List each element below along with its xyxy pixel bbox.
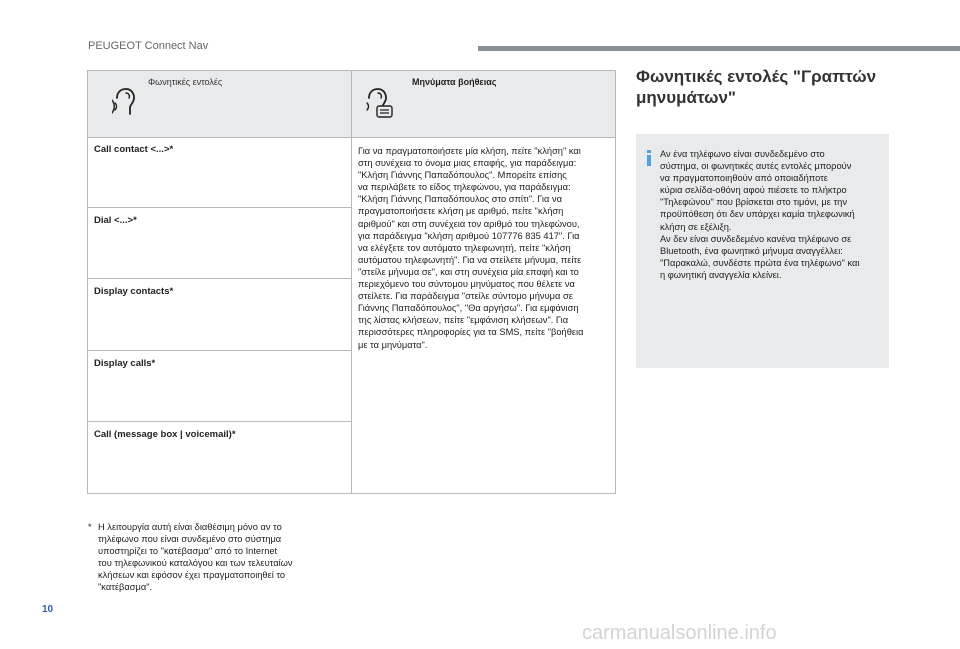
voice-commands-table [87,70,616,494]
header-bar [478,46,960,51]
help-message-text: Για να πραγματοποιήσετε μία κλήση, πείτε "κλήση" και στη συνέχεια το όνομα μιας επαφής, για παράδειγμα: "Κλήση Γιάννης Παπαδόπουλος". Μπορείτε επίσης να περιλάβετε το είδος τηλεφώνου, για παράδειγμα: "Κλήση Γιάννης Παπαδόπουλος στο σπίτι". Για να πραγματοποιήσετε κλήση με αριθμό, πείτε "κλήση αριθμού" και στη συνέχεια τον αριθμό του τηλεφώνου, για παράδειγμα "κλήση αριθμού 107776 835 417". Για να ελέγξετε τον αυτόματο τηλεφωνητή, πείτε "κλήση αυτόματου τηλεφωνητή". Για να στείλετε μήνυμα, πείτε "στείλε μήνυμα σε", και στη συνέχεια μία επαφή και το περιεχόμενο του σύντομου μηνύματος που θέλετε να στείλετε. Για παράδειγμα "στείλε σύντομο μήνυμα σε Γιάννης Παπαδόπουλος", "Θα αργήσω". Για εμφάνιση της λίστας κλήσεων, πείτε "εμφάνιση κλήσεων". Για περισσότερες πληροφορίες για τα SMS, πείτε "βοήθεια με τα μηνύματα". [358,146,584,350]
col-header-help: Μηνύματα βοήθειας [412,77,497,87]
footnote-text: Η λειτουργία αυτή είναι διαθέσιμη μόνο αν το τηλέφωνο που είναι συνδεμένο στο σύστημα υποστηρίζει το "κατέβασμα" από το Internet του τηλεφωνικού καταλόγου και των τελευταίων κλήσεων και εφόσον έχει πραγματοποιηθεί το "κατέβασμα". [98,522,293,593]
voice-command-icon [112,87,138,117]
section-title: Φωνητικές εντολές "Γραπτών μηνυμάτων" [636,67,877,107]
command-row [88,137,351,208]
command-row [88,208,351,279]
footnote-marker: * [88,522,92,532]
command-row [88,279,351,351]
header-title: PEUGEOT Connect Nav [88,40,209,52]
column-divider [351,71,352,493]
info-box [636,134,889,368]
command-label: Display contacts* [94,286,174,297]
info-text: Αν ένα τηλέφωνο είναι συνδεδεμένο στο σύστημα, οι φωνητικές αυτές εντολές μπορούν να πραγματοποιηθούν από οποιαδήποτε κύρια σελίδα-οθόνη αφού πιέσετε το πλήκτρο "Τηλεφώνου" που βρίσκεται στο τιμόνι, με την προϋπόθεση ότι δεν υπάρχει καμία τηλεφωνική κλήση σε εξέλιξη. Αν δεν είναι συνδεδεμένο κανένα τηλέφωνο σε Bluetooth, ένα φωνητικό μήνυμα αναγγέλλει: "Παρακαλώ, συνδέστε πρώτα ένα τηλέφωνο" και η φωνητική αναγγελία κλείνει. [660,149,860,280]
command-label: Call (message box | voicemail)* [94,429,236,440]
phone-voice-icon [364,87,394,119]
command-label: Display calls* [94,358,156,369]
info-icon [646,150,652,166]
command-label: Dial <...>* [94,215,137,226]
page-number: 10 [42,604,54,615]
command-row [88,351,351,422]
command-row [88,422,351,493]
watermark: carmanualsonline.info [582,622,777,644]
command-label: Call contact <...>* [94,144,174,155]
col-header-commands: Φωνητικές εντολές [148,77,223,87]
